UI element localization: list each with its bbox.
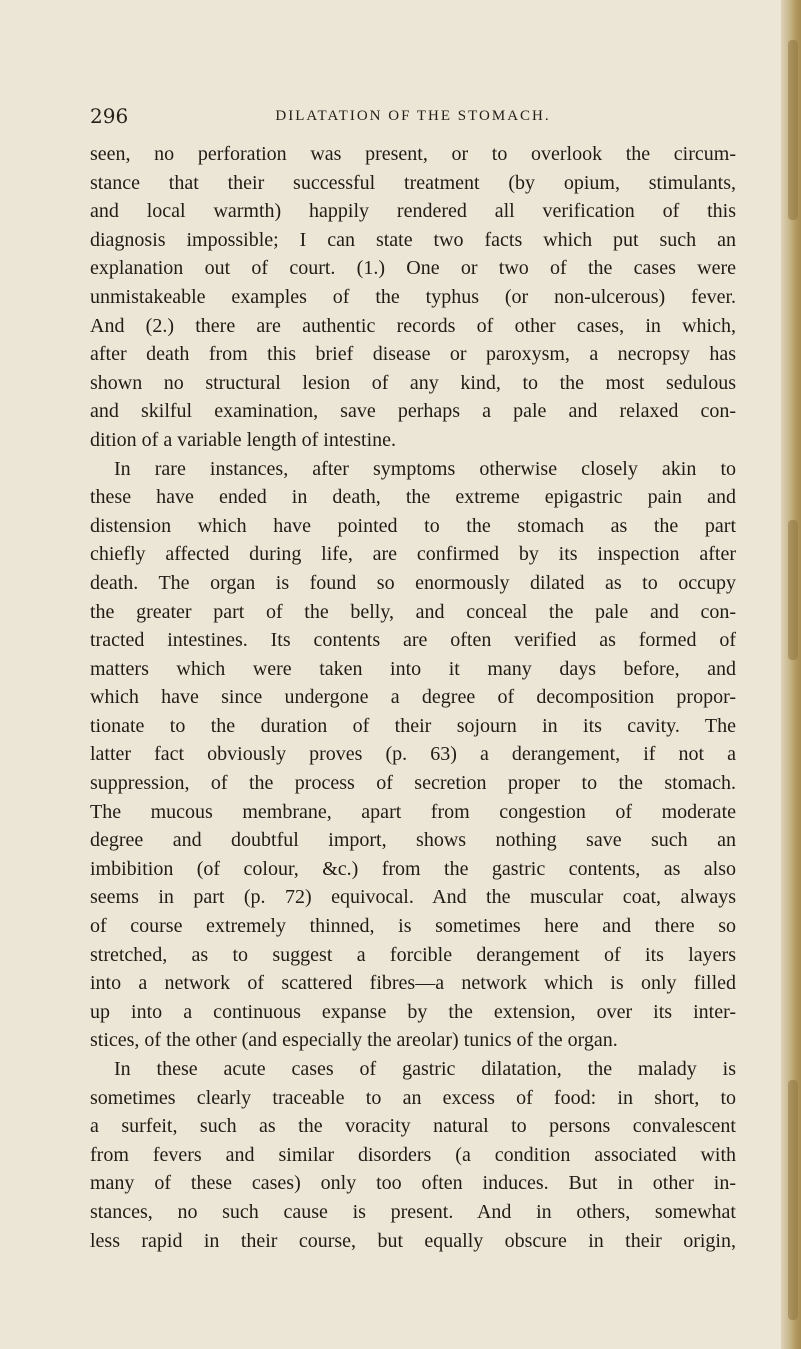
edge-stain [788, 520, 798, 660]
text-line: And (2.) there are authentic records of other cases, in which, [90, 314, 736, 337]
edge-stain [788, 40, 798, 220]
body-text [90, 140, 736, 1255]
text-line: death. The organ is found so enormously dilated as to occupy [90, 571, 736, 594]
page-number: 296 [90, 104, 129, 128]
text-line: suppression, of the process of secretion proper to the stomach. [90, 772, 736, 795]
text-line: stices, of the other (and especially the areolar) tunics of the organ. [90, 1029, 618, 1052]
text-line: from fevers and similar disorders (a condition associated with [90, 1143, 736, 1166]
text-line: of course extremely thinned, is sometimes here and there so [90, 915, 736, 938]
text-line: these have ended in death, the extreme epigastric pain and [90, 486, 736, 509]
text-line: explanation out of court. (1.) One or two of the cases were [90, 257, 736, 280]
text-line: the greater part of the belly, and conceal the pale and con- [90, 600, 736, 623]
text-line: which have since undergone a degree of decomposition propor- [90, 686, 736, 709]
text-line: The mucous membrane, apart from congestion of moderate [90, 800, 736, 823]
running-head: DILATATION OF THE STOMACH. [275, 108, 551, 124]
text-line: stretched, as to suggest a forcible derangement of its layers [90, 943, 736, 966]
text-line: In rare instances, after symptoms otherwise closely akin to [114, 457, 736, 480]
text-line: degree and doubtful import, shows nothing save such an [90, 829, 736, 852]
edge-stain [788, 1080, 798, 1320]
text-line: chiefly affected during life, are confirmed by its inspection after [90, 543, 736, 566]
text-line: seems in part (p. 72) equivocal. And the muscular coat, always [90, 886, 736, 909]
text-line: seen, no perforation was present, or to overlook the circum- [90, 143, 736, 165]
text-line: less rapid in their course, but equally obscure in their origin, [90, 1229, 736, 1252]
page-edge-gutter [781, 0, 801, 1349]
text-line: sometimes clearly traceable to an excess of food: in short, to [90, 1086, 736, 1109]
text-line: many of these cases) only too often induces. But in other in- [90, 1172, 736, 1195]
text-line: In these acute cases of gastric dilatation, the malady is [114, 1058, 736, 1080]
text-line: and skilful examination, save perhaps a pale and relaxed con- [90, 400, 736, 423]
text-line: after death from this brief disease or paroxysm, a necropsy has [90, 343, 736, 366]
text-line: latter fact obviously proves (p. 63) a derangement, if not a [90, 743, 736, 766]
text-line: shown no structural lesion of any kind, to the most sedulous [90, 371, 736, 394]
text-line: stance that their successful treatment (by opium, stimulants, [90, 171, 736, 194]
text-line: tionate to the duration of their sojourn in its cavity. The [90, 714, 736, 737]
text-line: dition of a variable length of intestine. [90, 428, 397, 451]
text-line: imbibition (of colour, &c.) from the gastric contents, as also [90, 857, 736, 880]
text-line: matters which were taken into it many days before, and [90, 657, 736, 680]
text-line: unmistakeable examples of the typhus (or non-ulcerous) fever. [90, 285, 736, 308]
text-line: into a network of scattered fibres—a network which is only filled [90, 972, 736, 995]
text-line: diagnosis impossible; I can state two facts which put such an [90, 228, 736, 251]
text-line: tracted intestines. Its contents are often verified as formed of [90, 629, 736, 652]
text-line: distension which have pointed to the stomach as the part [90, 514, 736, 537]
page-header [90, 104, 736, 134]
text-line: up into a continuous expanse by the extension, over its inter- [90, 1000, 736, 1023]
text-line: and local warmth) happily rendered all verification of this [90, 200, 736, 223]
text-line: a surfeit, such as the voracity natural to persons convalescent [90, 1115, 736, 1138]
text-line: stances, no such cause is present. And in others, somewhat [90, 1200, 736, 1223]
